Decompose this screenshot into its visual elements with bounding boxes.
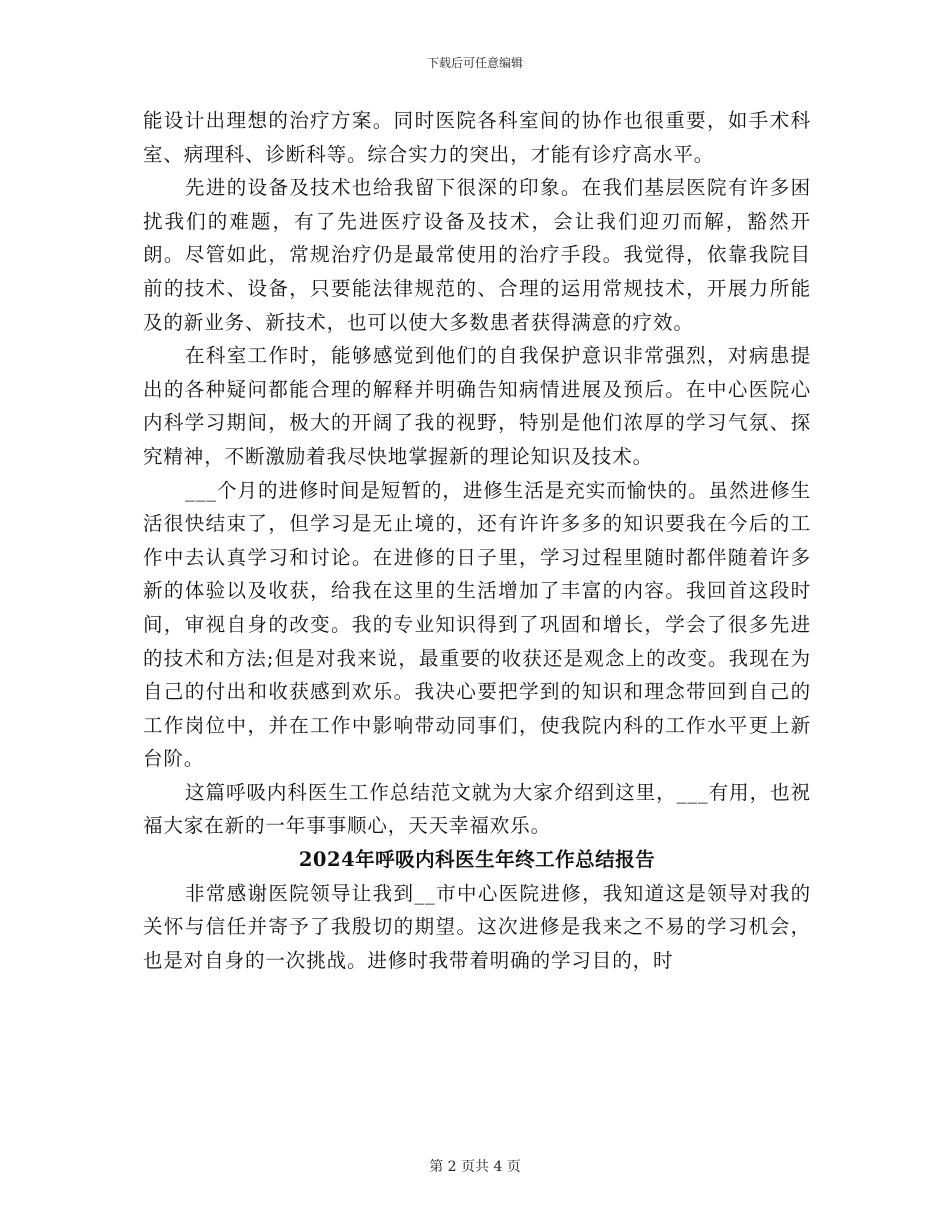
paragraph-department-work: 在科室工作时，能够感觉到他们的自我保护意识非常强烈，对病患提出的各种疑问都能合理的解释并明确告知病情进展及预后。在中心医院心内科学习期间，极大的开阔了我的视野，特别是他们浓厚的学习气氛、探究精神，不断激励着我尽快地掌握新的理论知识及技术。 — [143, 344, 811, 468]
paragraph-continuation: 能设计出理想的治疗方案。同时医院各科室间的协作也很重要，如手术科室、病理科、诊断科等。综合实力的突出，才能有诊疗高水平。 — [143, 109, 811, 166]
paragraph-training-summary: ___个月的进修时间是短暂的，进修生活是充实而愉快的。虽然进修生活很快结束了，但学习是无止境的，还有许许多多的知识要我在今后的工作中去认真学习和讨论。在进修的日子里，学习过程里随时都伴随着许多新的体验以及收获，给我在这里的生活增加了丰富的内容。我回首这段时间，审视自身的改变。我的专业知识得到了巩固和增长，学会了很多先进的技术和方法;但是对我来说，最重要的收获还是观念上的改变。我现在为自己的付出和收获感到欢乐。我决心要把学到的知识和理念带回到自己的工作岗位中，并在工作中影响带动同事们，使我院内科的工作水平更上新台阶。 — [143, 478, 811, 771]
page-header: 下载后可任意编辑 — [426, 56, 523, 70]
page-footer: 第 2 页共 4 页 — [429, 1159, 521, 1175]
paragraph-section-intro: 非常感谢医院领导让我到__市中心医院进修，我知道这是领导对我的关怀与信任并寄予了我殷切的期望。这次进修是我来之不易的学习机会，也是对自身的一次挑战。进修时我带着明确的学习目的，时 — [143, 881, 811, 972]
section-title: 2024年呼吸内科医生年终工作总结报告 — [298, 848, 656, 872]
paragraph-equipment: 先进的设备及技术也给我留下很深的印象。在我们基层医院有许多困扰我们的难题，有了先进医疗设备及技术，会让我们迎刃而解，豁然开朗。尽管如此，常规治疗仍是最常使用的治疗手段。我觉得，依靠我院目前的技术、设备，只要能法律规范的、合理的运用常规技术，开展力所能及的新业务、新技术，也可以使大多数患者获得满意的疗效。 — [143, 176, 811, 334]
paragraph-closing: 这篇呼吸内科医生工作总结范文就为大家介绍到这里，___有用，也祝福大家在新的一年事事顺心，天天幸福欢乐。 — [143, 780, 811, 838]
document-body — [143, 104, 811, 977]
